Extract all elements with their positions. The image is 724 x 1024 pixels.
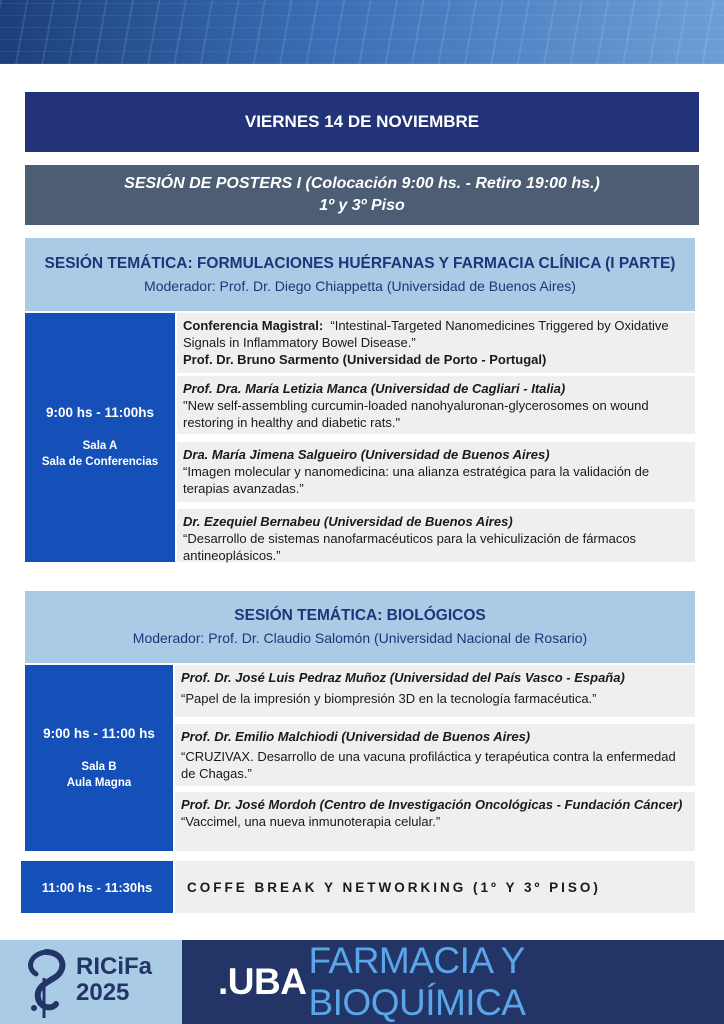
- session1-header: [25, 238, 695, 311]
- session2-moderator: Moderador: Prof. Dr. Claudio Salomón (Universidad Nacional de Rosario): [132, 630, 588, 646]
- talk-label: Conferencia Magistral:: [183, 318, 324, 333]
- break-time-label: 11:00 hs - 11:30hs: [41, 879, 153, 895]
- top-banner-image: [0, 0, 724, 64]
- session1-title: SESIÓN TEMÁTICA: FORMULACIONES HUÉRFANAS Y FARMACIA CLÍNICA (I PARTE): [44, 254, 676, 272]
- poster-session-line1: SESIÓN DE POSTERS I (Colocación 9:00 hs. - Retiro 19:00 hs.): [124, 175, 600, 192]
- logo-line2: 2025: [76, 979, 130, 1006]
- session1-time-block: [25, 313, 175, 562]
- session1-moderator: Moderador: Prof. Dr. Diego Chiappetta (Universidad de Buenos Aires): [144, 277, 576, 294]
- faculty-wordmark: FARMACIA Y BIOQUÍMICA: [308, 940, 526, 1023]
- break-banner: [175, 861, 695, 913]
- footer-logo-text: [76, 954, 152, 1006]
- session1-time: 9:00 hs - 11:00hs: [45, 405, 155, 420]
- talk-speaker: Prof. Dr. Bruno Sarmento (Universidad de Porto - Portugal): [183, 352, 547, 367]
- talk-title: "New self-assembling curcumin-loaded nanohyaluronan-glycerosomes on wound restoring in healthy and diabetic rats.": [183, 398, 649, 430]
- talk-speaker: Prof. Dr. Emilio Malchiodi (Universidad de Buenos Aires): [181, 729, 531, 744]
- footer-brand-bar: [182, 940, 724, 1024]
- talk-title: “Papel de la impresión y biompresión 3D en la tecnología farmacéutica.”: [181, 691, 597, 706]
- talk-speaker: Dr. Ezequiel Bernabeu (Universidad de Buenos Aires): [183, 514, 513, 529]
- session2-room-line1: Sala B: [81, 760, 117, 773]
- talk-speaker: Prof. Dr. José Luis Pedraz Muñoz (Universidad del País Vasco - España): [181, 670, 625, 685]
- talk-speaker: Dra. María Jimena Salgueiro (Universidad de Buenos Aires): [183, 447, 550, 462]
- talk-speaker: Prof. Dr. José Mordoh (Centro de Investigación Oncológicas - Fundación Cáncer): [181, 797, 683, 812]
- day-title: VIERNES 14 DE NOVIEMBRE: [244, 112, 480, 131]
- caduceus-logo-icon: [16, 948, 74, 1020]
- session2-room-line2: Aula Magna: [66, 776, 132, 789]
- talk-title: “Intestinal-Targeted Nanomedicines Triggered by Oxidative Signals in Inflammatory Bowel Disease.”: [183, 318, 669, 350]
- logo-line1: RICiFa: [76, 953, 153, 980]
- session1-room-line2: Sala de Conferencias: [41, 456, 159, 468]
- talk-title: “CRUZIVAX. Desarrollo de una vacuna profiláctica y terapéutica contra la enfermedad de Chagas.”: [181, 749, 676, 781]
- session2-time: 9:00 hs - 11:00 hs: [43, 725, 155, 741]
- session1-room-line1: Sala A: [82, 440, 118, 452]
- session2-talk-2: [175, 724, 695, 786]
- poster-session-bar: [25, 165, 699, 225]
- session1-talk-3: [177, 442, 695, 502]
- talk-speaker: Prof. Dra. María Letizia Manca (Universidad de Cagliari - Italia): [183, 381, 566, 396]
- poster-session-line2: 1º y 3º Piso: [319, 197, 405, 214]
- session1-talk-4: [177, 509, 695, 562]
- session2-talk-1: [175, 665, 695, 717]
- session2-header: [25, 591, 695, 663]
- break-time: [21, 861, 173, 913]
- talk-title: “Vaccimel, una nueva inmunoterapia celular.”: [181, 814, 441, 829]
- uba-wordmark: .UBA: [218, 961, 307, 1002]
- break-text-label: COFFE BREAK Y NETWORKING (1º Y 3º PISO): [187, 879, 601, 895]
- session2-talk-3: [175, 792, 695, 851]
- session2-title: SESIÓN TEMÁTICA: BIOLÓGICOS: [234, 607, 486, 624]
- session2-time-block: [25, 665, 173, 851]
- talk-title: “Imagen molecular y nanomedicina: una alianza estratégica para la validación de terapias avanzadas.”: [183, 464, 650, 496]
- day-header: [25, 92, 699, 152]
- session1-talk-2: [177, 376, 695, 434]
- talk-title: “Desarrollo de sistemas nanofarmacéuticos para la vehiculización de fármacos antineoplásicos.”: [183, 531, 637, 563]
- session1-talk-1: [177, 313, 695, 373]
